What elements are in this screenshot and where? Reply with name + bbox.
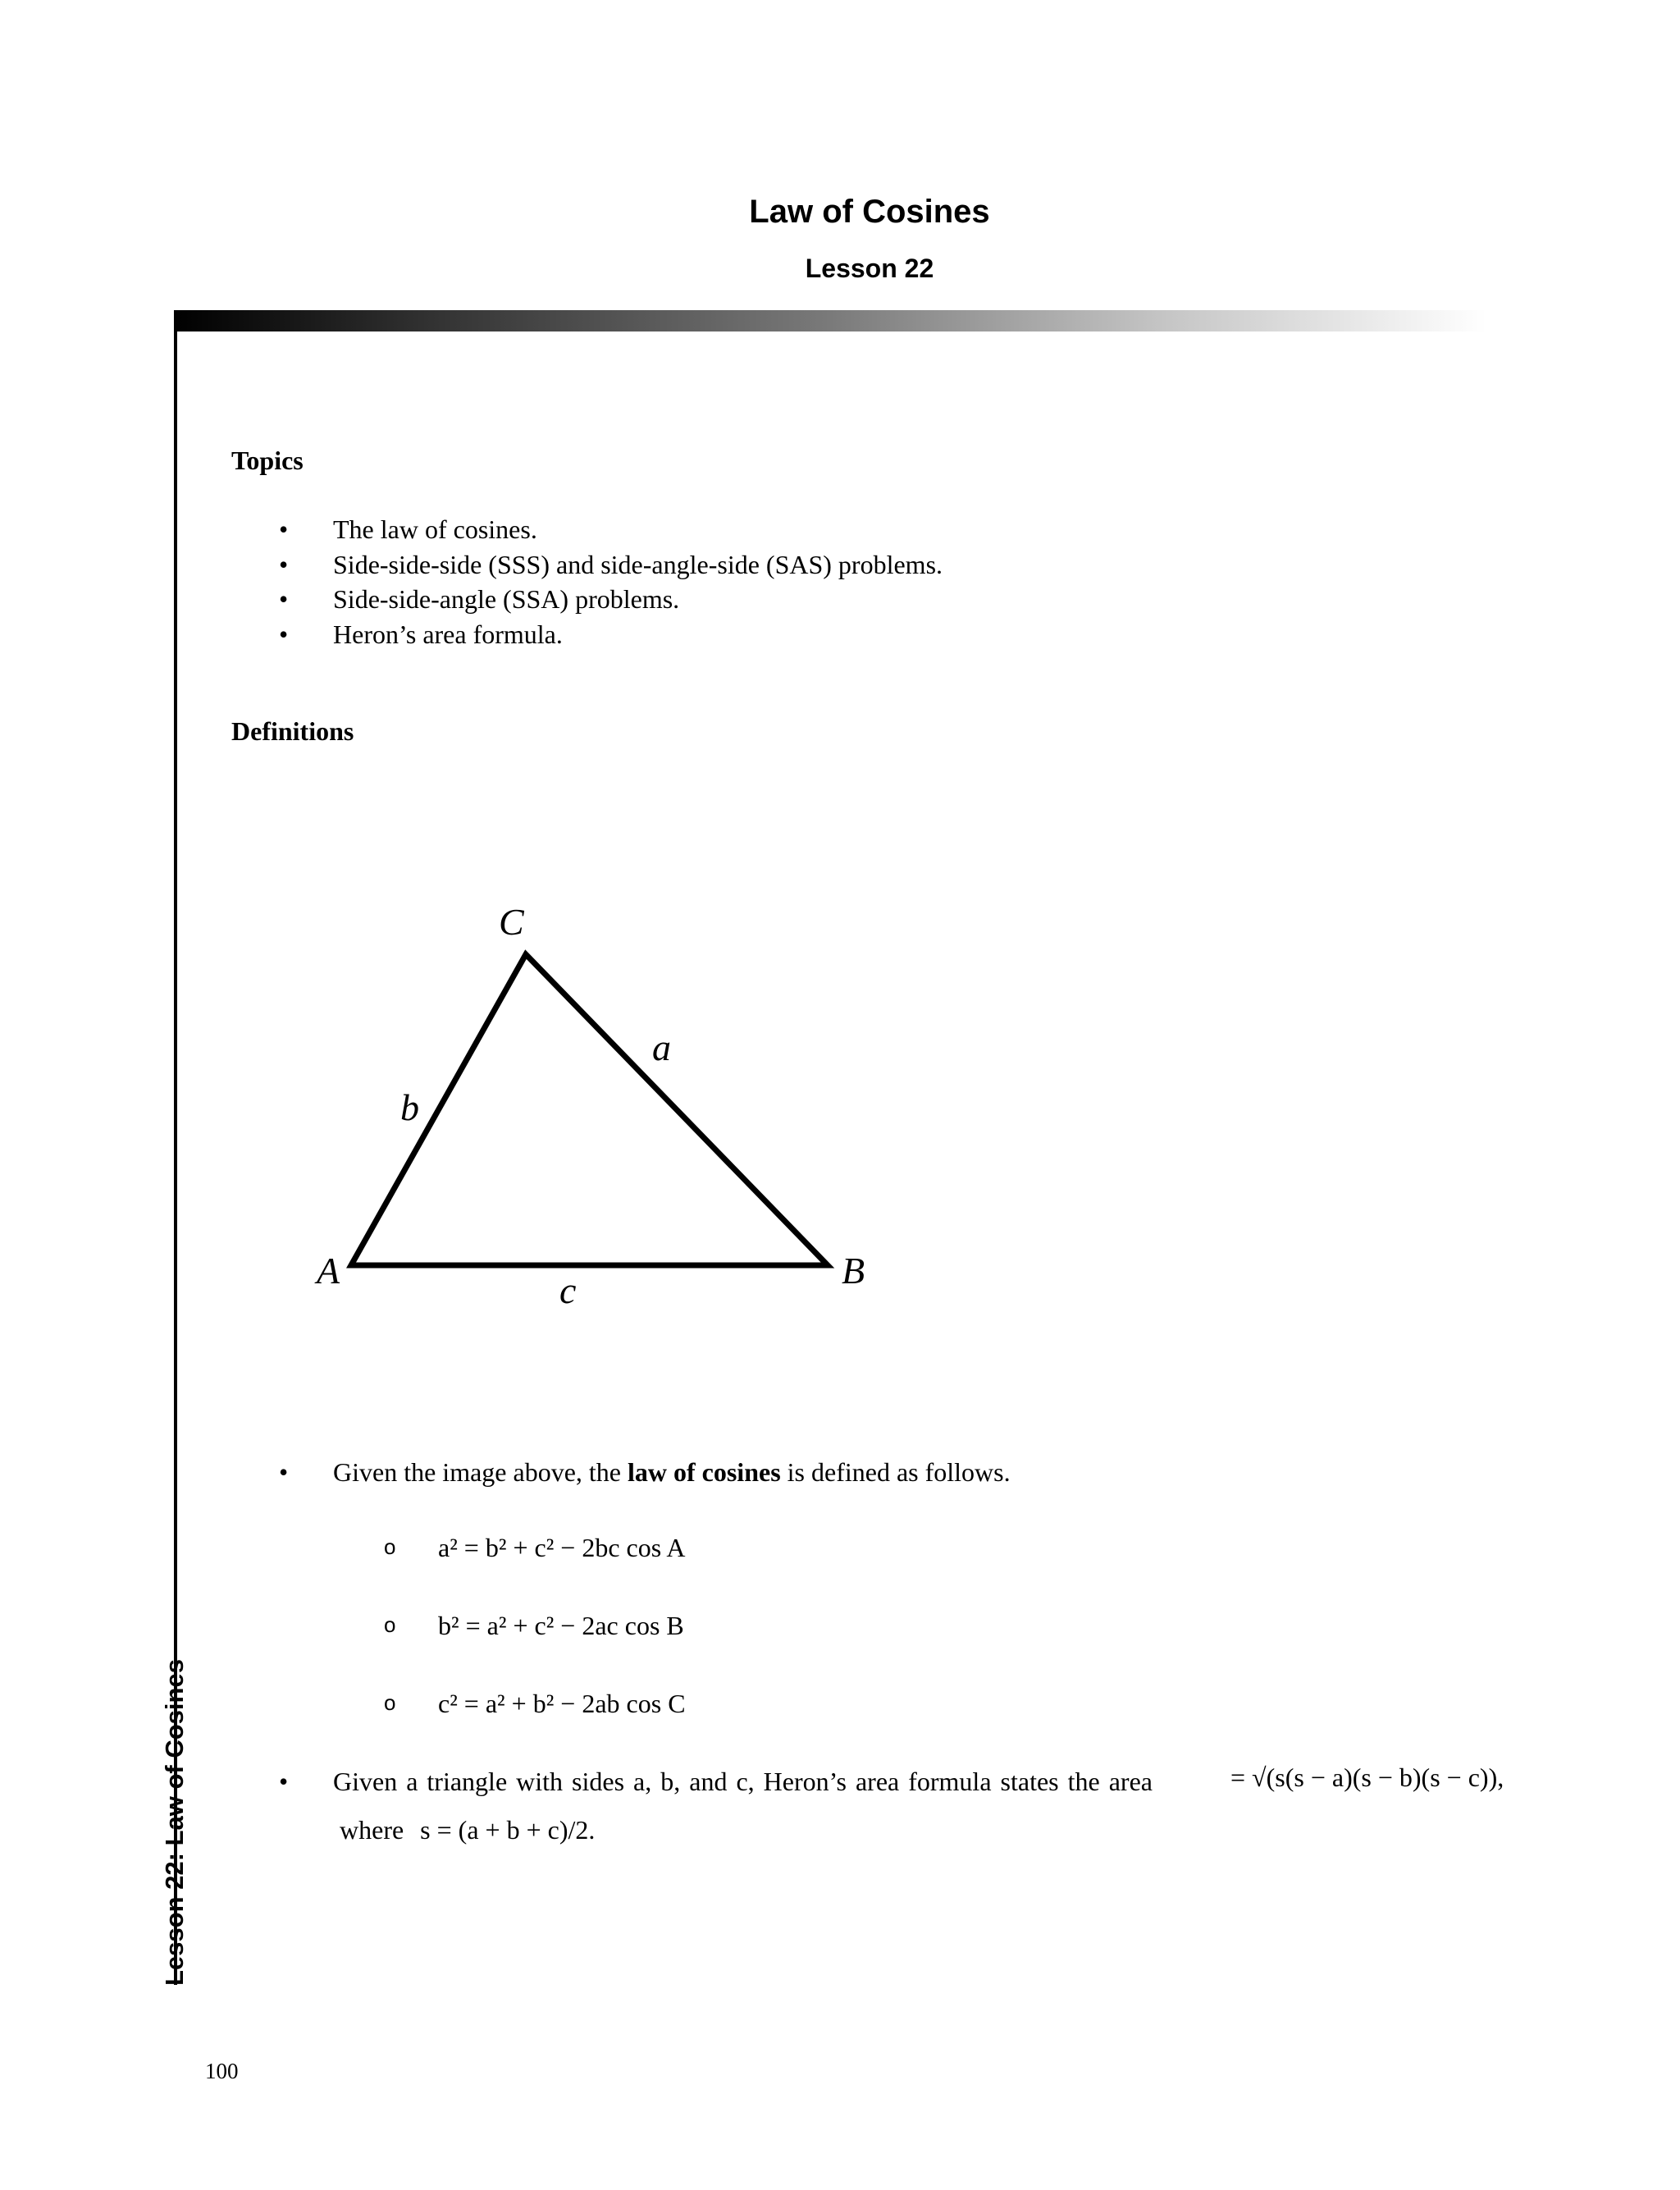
page-number: 100 — [205, 2059, 239, 2083]
circle-bullet-icon: o — [384, 1690, 396, 1715]
definitions-heading: Definitions — [231, 716, 354, 746]
vertex-label-c: C — [499, 901, 524, 943]
bullet-icon: • — [279, 1767, 289, 1796]
formula-a-squared: a² = b² + c² − 2bc cos A — [438, 1533, 686, 1562]
s-formula: s = (a + b + c)/2. — [420, 1815, 596, 1845]
formula-c-squared: c² = a² + b² − 2ab cos C — [438, 1689, 686, 1718]
semi-perimeter-definition — [340, 1815, 595, 1845]
where-label: where — [340, 1815, 404, 1845]
bullet-icon: • — [279, 549, 289, 579]
header-gradient-bar — [174, 310, 1486, 331]
vertex-label-a: A — [317, 1250, 340, 1292]
lesson-subtitle: Lesson 22 — [805, 254, 934, 283]
heron-text: Given a triangle with sides a, b, and c, Heron’s area formula states the area — [333, 1767, 1153, 1796]
topics-list — [279, 512, 943, 652]
heron-area-formula: = √(s(s − a)(s − b)(s − c)), — [1230, 1763, 1504, 1792]
side-label-b: b — [400, 1086, 419, 1128]
vertex-label-b: B — [842, 1250, 865, 1292]
side-lesson-label: Lesson 22: Law of Cosines — [160, 1659, 189, 1986]
circle-bullet-icon: o — [384, 1612, 396, 1637]
list-item: • Side-side-angle (SSA) problems. — [279, 582, 943, 617]
list-item: • Heron’s area formula. — [279, 617, 943, 652]
page-title: Law of Cosines — [749, 194, 990, 230]
list-item: • The law of cosines. — [279, 512, 943, 547]
side-label-c: c — [559, 1269, 577, 1311]
side-label-a: a — [652, 1026, 671, 1068]
bullet-icon: • — [279, 619, 289, 649]
bullet-icon: • — [279, 584, 289, 614]
triangle-outline — [351, 954, 828, 1265]
bullet-icon: • — [279, 514, 289, 544]
list-item: • Side-side-side (SSS) and side-angle-side (SAS) problems. — [279, 547, 943, 583]
circle-bullet-icon: o — [384, 1534, 396, 1559]
term-law-of-cosines: law of cosines — [627, 1457, 781, 1487]
bullet-icon: • — [279, 1457, 289, 1487]
formula-b-squared: b² = a² + c² − 2ac cos B — [438, 1611, 684, 1640]
topics-heading: Topics — [231, 446, 304, 475]
triangle-diagram — [295, 898, 919, 1342]
